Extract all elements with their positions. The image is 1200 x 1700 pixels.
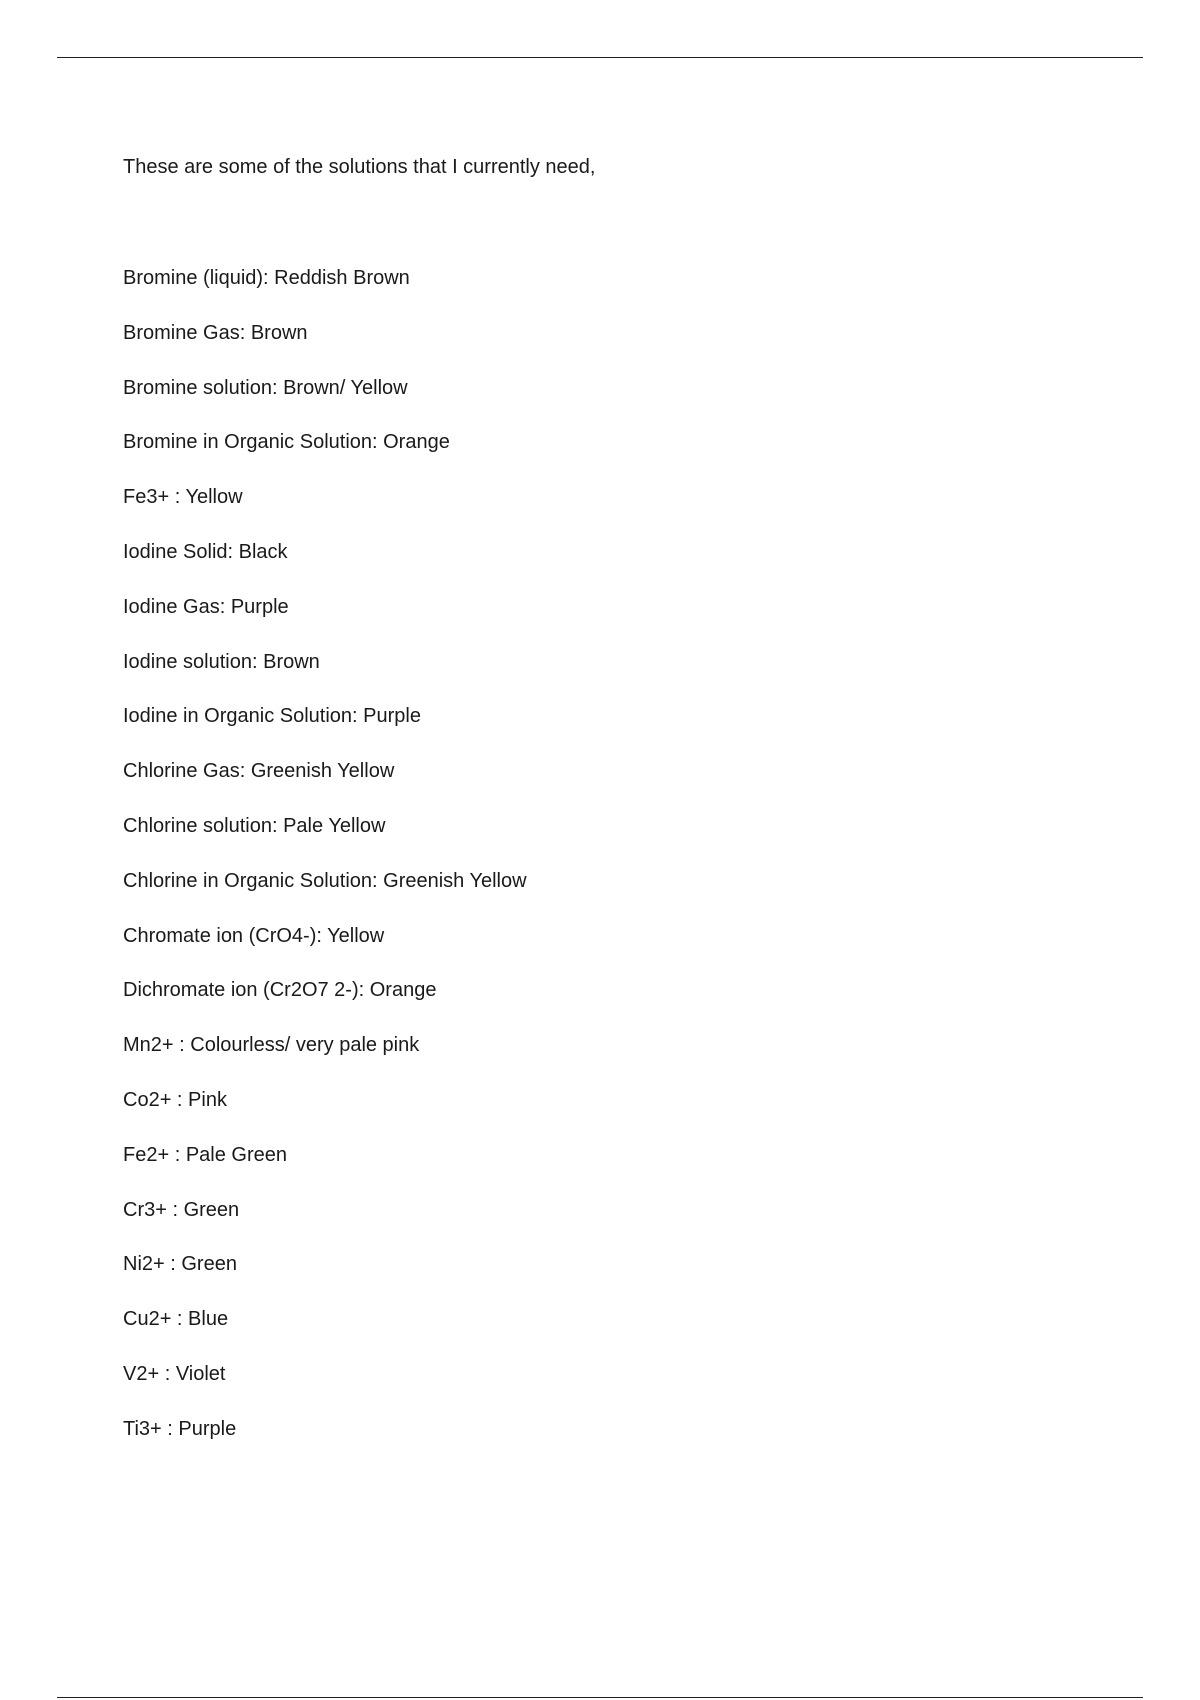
list-item: Dichromate ion (Cr2O7 2-): Orange — [123, 979, 437, 1002]
list-item: Ti3+ : Purple — [123, 1417, 237, 1440]
list-item: Fe3+ : Yellow — [123, 486, 243, 509]
list-item: Co2+ : Pink — [123, 1088, 227, 1111]
list-item: Chromate ion (CrO4-): Yellow — [123, 924, 385, 947]
list-item: Chlorine Gas: Greenish Yellow — [123, 760, 395, 783]
list-item: Iodine Gas: Purple — [123, 595, 289, 618]
list-item: Chlorine in Organic Solution: Greenish Yellow — [123, 869, 527, 892]
list-item: Bromine (liquid): Reddish Brown — [123, 267, 410, 289]
list-item: Cr3+ : Green — [123, 1198, 240, 1221]
list-item: Bromine Gas: Brown — [123, 321, 308, 344]
list-item: Iodine Solid: Black — [123, 540, 288, 563]
list-item: Ni2+ : Green — [123, 1253, 237, 1276]
list-item: Cu2+ : Blue — [123, 1308, 229, 1331]
list-item: Iodine solution: Brown — [123, 650, 320, 673]
header-rule — [57, 57, 1143, 58]
list-item: Bromine solution: Brown/ Yellow — [123, 376, 408, 399]
list-item: Iodine in Organic Solution: Purple — [123, 705, 421, 728]
intro-text: These are some of the solutions that I currently need, — [123, 156, 596, 178]
list-item: Mn2+ : Colourless/ very pale pink — [123, 1034, 420, 1057]
solution-color-list — [123, 266, 527, 1472]
list-item: V2+ : Violet — [123, 1362, 226, 1385]
footer-rule — [57, 1697, 1143, 1698]
list-item: Chlorine solution: Pale Yellow — [123, 814, 386, 837]
list-item: Fe2+ : Pale Green — [123, 1143, 287, 1166]
list-item: Bromine in Organic Solution: Orange — [123, 431, 450, 454]
